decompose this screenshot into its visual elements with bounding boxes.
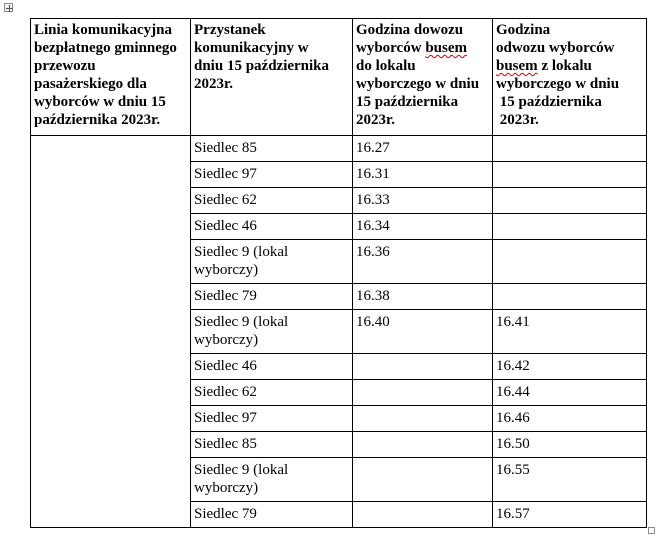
- arrival-cell[interactable]: 16.36: [353, 240, 493, 284]
- stop-cell[interactable]: Siedlec 62: [191, 380, 353, 406]
- departure-cell[interactable]: [493, 188, 647, 214]
- spellcheck-underline: busem: [496, 58, 538, 74]
- stop-cell[interactable]: Siedlec 79: [191, 502, 353, 528]
- header-departure-time[interactable]: Godzina odwozu wyborców busem z lokalu wyborczego w dniu 15 października 2023r.: [493, 19, 647, 136]
- departure-cell[interactable]: [493, 240, 647, 284]
- stop-cell[interactable]: Siedlec 9 (lokal wyborczy): [191, 310, 353, 354]
- header-route[interactable]: Linia komunikacyjna bezpłatnego gminnego przewozu pasażerskiego dla wyborców w dniu 15 października 2023r.: [31, 19, 191, 136]
- arrival-cell[interactable]: 16.40: [353, 310, 493, 354]
- departure-cell[interactable]: 16.46: [493, 406, 647, 432]
- stop-cell[interactable]: Siedlec 9 (lokal wyborczy): [191, 240, 353, 284]
- arrival-cell[interactable]: [353, 458, 493, 502]
- schedule-body: [31, 136, 647, 528]
- table-header-row: [31, 19, 647, 136]
- stop-cell[interactable]: Siedlec 79: [191, 284, 353, 310]
- departure-cell[interactable]: 16.57: [493, 502, 647, 528]
- route-cell[interactable]: [31, 136, 191, 528]
- stop-cell[interactable]: Siedlec 97: [191, 162, 353, 188]
- departure-cell[interactable]: [493, 136, 647, 162]
- arrival-cell[interactable]: 16.34: [353, 214, 493, 240]
- departure-cell[interactable]: 16.44: [493, 380, 647, 406]
- arrival-cell[interactable]: [353, 380, 493, 406]
- departure-cell[interactable]: 16.50: [493, 432, 647, 458]
- departure-cell[interactable]: 16.55: [493, 458, 647, 502]
- arrival-cell[interactable]: [353, 432, 493, 458]
- stop-cell[interactable]: Siedlec 46: [191, 214, 353, 240]
- header-arrival-time[interactable]: Godzina dowozu wyborców busem do lokalu wyborczego w dniu 15 października 2023r.: [353, 19, 493, 136]
- arrival-cell[interactable]: [353, 502, 493, 528]
- arrival-cell[interactable]: [353, 354, 493, 380]
- table-row: [31, 136, 647, 162]
- header-stop[interactable]: Przystanek komunikacyjny w dniu 15 października 2023r.: [191, 19, 353, 136]
- arrival-cell[interactable]: [353, 406, 493, 432]
- arrival-cell[interactable]: 16.38: [353, 284, 493, 310]
- arrival-cell[interactable]: 16.33: [353, 188, 493, 214]
- stop-cell[interactable]: Siedlec 62: [191, 188, 353, 214]
- table-move-handle-icon[interactable]: [4, 3, 13, 12]
- stop-cell[interactable]: Siedlec 46: [191, 354, 353, 380]
- departure-cell[interactable]: [493, 162, 647, 188]
- stop-cell[interactable]: Siedlec 97: [191, 406, 353, 432]
- arrival-cell[interactable]: 16.27: [353, 136, 493, 162]
- transport-schedule-table: [30, 18, 647, 528]
- table-resize-handle-icon[interactable]: [648, 527, 655, 534]
- departure-cell[interactable]: [493, 284, 647, 310]
- departure-cell[interactable]: [493, 214, 647, 240]
- stop-cell[interactable]: Siedlec 85: [191, 136, 353, 162]
- stop-cell[interactable]: Siedlec 85: [191, 432, 353, 458]
- departure-cell[interactable]: 16.42: [493, 354, 647, 380]
- arrival-cell[interactable]: 16.31: [353, 162, 493, 188]
- departure-cell[interactable]: 16.41: [493, 310, 647, 354]
- stop-cell[interactable]: Siedlec 9 (lokal wyborczy): [191, 458, 353, 502]
- spellcheck-underline: busem: [425, 40, 467, 56]
